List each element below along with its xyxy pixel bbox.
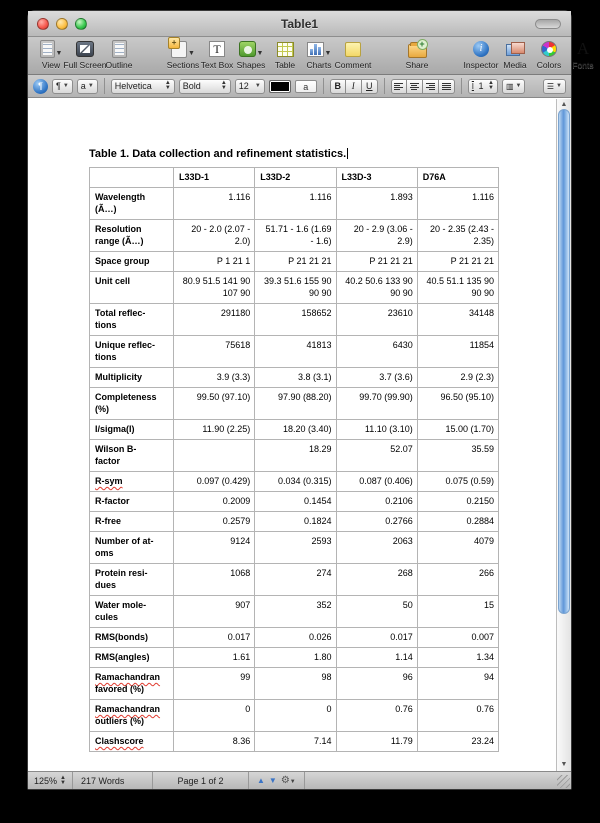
- style-drawer-button[interactable]: ¶: [33, 79, 48, 94]
- row-label[interactable]: [90, 336, 174, 368]
- window-controls: [37, 18, 87, 30]
- document-area: [28, 99, 571, 771]
- resize-handle[interactable]: [557, 775, 570, 788]
- toolbar-item-label: Full Screen: [63, 60, 107, 70]
- table-cell[interactable]: 3.7 (3.6): [336, 368, 417, 388]
- row-label-line: R-factor: [95, 496, 130, 506]
- chevron-down-icon: ▼: [188, 50, 195, 57]
- table-cell[interactable]: 40.2 50.6 133 90 90 90: [336, 272, 417, 304]
- table-row: [90, 512, 499, 532]
- table-cell[interactable]: 0.76: [336, 700, 417, 732]
- chevron-down-icon: ▼: [55, 50, 63, 57]
- row-label[interactable]: [90, 368, 174, 388]
- toolbar-item-media[interactable]: [498, 39, 532, 70]
- comment-icon: [345, 42, 361, 57]
- row-label-line: factor: [95, 456, 121, 466]
- title-bar[interactable]: [28, 11, 571, 37]
- table-cell[interactable]: 34148: [417, 304, 498, 336]
- align-left-icon: [394, 83, 403, 90]
- zoom-button[interactable]: [75, 18, 87, 30]
- table-cell[interactable]: 0.2884: [417, 512, 498, 532]
- stepper-icon: ▲ ▼: [164, 80, 171, 91]
- table-cell[interactable]: 3.8 (3.1): [255, 368, 336, 388]
- row-label[interactable]: [90, 732, 174, 752]
- toolbar-item-label: Outline: [105, 60, 133, 70]
- align-left-button[interactable]: [391, 79, 407, 94]
- stepper-icon: ▲ ▼: [220, 80, 227, 91]
- row-label-line: Wilson B-: [95, 444, 137, 454]
- row-label[interactable]: [90, 512, 174, 532]
- table-cell[interactable]: 1.893: [336, 188, 417, 220]
- row-label-line: Completeness: [95, 392, 157, 402]
- toolbar-item-sections[interactable]: [166, 39, 200, 70]
- toolbar-item-colors[interactable]: [532, 39, 566, 70]
- table-cell[interactable]: 2.9 (2.3): [417, 368, 498, 388]
- toolbar-item-label: Share: [405, 60, 429, 70]
- paragraph-style-label: ¶: [56, 81, 61, 91]
- table-cell[interactable]: 0.2106: [336, 492, 417, 512]
- table-cell[interactable]: 15.00 (1.70): [417, 420, 498, 440]
- next-page-button[interactable]: ▼: [268, 776, 277, 785]
- zoom-value: 125%: [34, 775, 58, 786]
- table-cell[interactable]: 0.1454: [255, 492, 336, 512]
- align-right-icon: [426, 83, 435, 90]
- table-cell[interactable]: 35.59: [417, 440, 498, 472]
- share-icon: [408, 44, 427, 58]
- main-toolbar: [28, 37, 594, 75]
- table-cell[interactable]: 7.14: [255, 732, 336, 752]
- table-cell[interactable]: 50: [336, 596, 417, 628]
- underline-button[interactable]: U: [362, 79, 378, 94]
- table-row: [90, 368, 499, 388]
- table-cell[interactable]: 1.14: [336, 648, 417, 668]
- table-row: [90, 472, 499, 492]
- column-header[interactable]: [90, 168, 174, 188]
- row-label-line: (%): [95, 404, 109, 414]
- chevron-down-icon: ▼: [515, 83, 522, 89]
- table-cell[interactable]: 352: [255, 596, 336, 628]
- list-style-dropdown[interactable]: [543, 79, 566, 94]
- table-cell[interactable]: 0.017: [174, 628, 255, 648]
- page-navigation: [249, 772, 305, 789]
- table-cell[interactable]: 907: [174, 596, 255, 628]
- row-label-line: Water mole-: [95, 600, 147, 610]
- align-center-icon: [410, 83, 419, 90]
- table-cell[interactable]: 0.097 (0.429): [174, 472, 255, 492]
- table-caption-text: Table 1. Data collection and refinement statistics.: [89, 148, 347, 160]
- row-label-line: RMS(angles): [95, 652, 150, 662]
- table-row: [90, 732, 499, 752]
- colors-icon: [541, 41, 557, 57]
- toolbar-item-label: Colors: [536, 60, 562, 70]
- align-justify-button[interactable]: [439, 79, 455, 94]
- chevron-down-icon: ▼: [324, 50, 332, 57]
- character-style-label: a: [80, 81, 86, 91]
- view-icon: [40, 40, 55, 58]
- row-label-line: Total reflec-: [95, 308, 146, 318]
- row-label[interactable]: [90, 188, 174, 220]
- table-cell[interactable]: 11.79: [336, 732, 417, 752]
- inspector-icon: i: [473, 41, 489, 57]
- table-row: [90, 700, 499, 732]
- table-cell[interactable]: 0.034 (0.315): [255, 472, 336, 492]
- columns-icon: ▥: [505, 81, 514, 91]
- toolbar-item-label: Fonts: [572, 60, 594, 70]
- table-cell[interactable]: P 21 21 21: [417, 252, 498, 272]
- table-row: [90, 388, 499, 420]
- table-header-row: [90, 168, 499, 188]
- row-label-line: outliers (%): [95, 716, 145, 726]
- table-cell[interactable]: 274: [255, 564, 336, 596]
- gear-menu-button[interactable]: ⚙▼: [280, 775, 296, 786]
- toolbar-toggle-pill[interactable]: [535, 19, 561, 29]
- stats-table[interactable]: [89, 167, 499, 752]
- alignment-buttons: [391, 79, 455, 94]
- row-label-line: R-free: [95, 516, 122, 526]
- table-cell[interactable]: 0.76: [417, 700, 498, 732]
- row-label-line: Wavelength: [95, 192, 146, 202]
- column-header[interactable]: D76A: [417, 168, 498, 188]
- toolbar-item-inspector[interactable]: [464, 39, 498, 70]
- row-label[interactable]: [90, 220, 174, 252]
- row-label[interactable]: [90, 420, 174, 440]
- row-label[interactable]: [90, 252, 174, 272]
- paragraph-style-dropdown[interactable]: [52, 79, 73, 94]
- chevron-down-icon: ▼: [556, 83, 562, 89]
- table-cell[interactable]: 99.70 (99.90): [336, 388, 417, 420]
- table-cell[interactable]: 11.90 (2.25): [174, 420, 255, 440]
- table-cell[interactable]: 96: [336, 668, 417, 700]
- row-label-line: tions: [95, 320, 117, 330]
- row-label-line: tions: [95, 352, 117, 362]
- status-bar: [28, 771, 571, 789]
- line-spacing-icon: I: [471, 81, 474, 91]
- table-cell[interactable]: 6430: [336, 336, 417, 368]
- row-label-line: Number of at-: [95, 536, 154, 546]
- stepper-icon: ▲ ▼: [488, 80, 494, 91]
- table-cell[interactable]: 0.075 (0.59): [417, 472, 498, 492]
- table-cell[interactable]: 1.80: [255, 648, 336, 668]
- table-cell[interactable]: 18.20 (3.40): [255, 420, 336, 440]
- row-label-line: cules: [95, 612, 119, 622]
- align-right-button[interactable]: [423, 79, 439, 94]
- row-label[interactable]: [90, 440, 174, 472]
- table-row: [90, 648, 499, 668]
- bold-button[interactable]: B: [330, 79, 346, 94]
- table-cell[interactable]: 80.9 51.5 141 90 107 90: [174, 272, 255, 304]
- table-cell[interactable]: 0.2579: [174, 512, 255, 532]
- table-row: [90, 336, 499, 368]
- full-screen-icon: [76, 41, 94, 57]
- toolbar-item-label: Charts: [306, 60, 332, 70]
- table-cell[interactable]: 20 - 2.9 (3.06 - 2.9): [336, 220, 417, 252]
- table-cell[interactable]: 0.026: [255, 628, 336, 648]
- chevron-down-icon: ▼: [87, 83, 94, 89]
- row-label-line: Multiplicity: [95, 372, 142, 382]
- row-label-line: favored (%): [95, 684, 145, 694]
- divider: [461, 78, 462, 94]
- table-cell[interactable]: 40.5 51.1 135 90 90 90: [417, 272, 498, 304]
- font-family-select[interactable]: [111, 79, 175, 94]
- table-cell[interactable]: P 21 21 21: [336, 252, 417, 272]
- font-size-select[interactable]: [235, 79, 265, 94]
- typeface-select[interactable]: [179, 79, 231, 94]
- divider: [384, 78, 385, 94]
- table-row: [90, 628, 499, 648]
- row-label[interactable]: [90, 532, 174, 564]
- table-row: [90, 532, 499, 564]
- table-cell[interactable]: 41813: [255, 336, 336, 368]
- table-cell[interactable]: 20 - 2.35 (2.43 - 2.35): [417, 220, 498, 252]
- table-cell[interactable]: 0.087 (0.406): [336, 472, 417, 492]
- minimize-button[interactable]: [56, 18, 68, 30]
- toolbar-item-label: View: [41, 60, 61, 70]
- table-cell[interactable]: 99: [174, 668, 255, 700]
- table-row: [90, 420, 499, 440]
- outline-icon: [112, 40, 127, 58]
- row-label[interactable]: [90, 304, 174, 336]
- table-cell[interactable]: 2593: [255, 532, 336, 564]
- table-cell[interactable]: 9124: [174, 532, 255, 564]
- divider: [323, 78, 324, 94]
- stepper-icon: ▲ ▼: [60, 774, 66, 786]
- toolbar-item-label: Sections: [166, 60, 200, 70]
- table-cell[interactable]: 0.2766: [336, 512, 417, 532]
- table-row: [90, 492, 499, 512]
- list-icon: ☰: [546, 81, 555, 91]
- table-row: [90, 252, 499, 272]
- table-cell[interactable]: 8.36: [174, 732, 255, 752]
- row-label-line: dues: [95, 580, 117, 590]
- align-justify-icon: [442, 83, 451, 90]
- row-label-line: Ramachandran: [95, 704, 161, 714]
- row-label-line: Unique reflec-: [95, 340, 156, 350]
- column-header[interactable]: L33D-3: [336, 168, 417, 188]
- highlight-color-well[interactable]: a: [295, 80, 317, 93]
- line-spacing-control[interactable]: [468, 79, 498, 94]
- chevron-down-icon: ▼: [62, 83, 69, 89]
- toolbar-item-charts[interactable]: [302, 39, 336, 70]
- table-icon: [277, 42, 294, 57]
- divider: [104, 78, 105, 94]
- page-indicator: Page 1 of 2: [153, 772, 249, 789]
- table-cell[interactable]: 0: [255, 700, 336, 732]
- toolbar-item-comment[interactable]: [336, 39, 370, 70]
- toolbar-item-label: Inspector: [463, 60, 499, 70]
- table-cell[interactable]: 94: [417, 668, 498, 700]
- table-cell[interactable]: 0.1824: [255, 512, 336, 532]
- table-row: [90, 668, 499, 700]
- text-color-well[interactable]: [269, 80, 291, 93]
- scroll-up-arrow-icon[interactable]: ▲: [560, 101, 568, 108]
- table-cell[interactable]: 0.2009: [174, 492, 255, 512]
- scrollbar-thumb[interactable]: [558, 109, 570, 614]
- table-cell[interactable]: 23.24: [417, 732, 498, 752]
- table-cell[interactable]: 1068: [174, 564, 255, 596]
- row-label[interactable]: [90, 388, 174, 420]
- toolbar-item-share[interactable]: [400, 39, 434, 70]
- text-box-icon: T: [209, 41, 225, 57]
- row-label-line: I/sigma(I): [95, 424, 135, 434]
- table-cell[interactable]: 75618: [174, 336, 255, 368]
- table-cell[interactable]: 0.2150: [417, 492, 498, 512]
- chevron-down-icon: ▼: [254, 83, 261, 89]
- table-cell[interactable]: 11.10 (3.10): [336, 420, 417, 440]
- table-row: [90, 272, 499, 304]
- fonts-icon: A: [576, 39, 590, 58]
- table-cell[interactable]: 97.90 (88.20): [255, 388, 336, 420]
- sections-icon: [171, 41, 187, 58]
- table-row: [90, 596, 499, 628]
- document-page[interactable]: [28, 99, 556, 771]
- row-label[interactable]: [90, 628, 174, 648]
- row-label[interactable]: [90, 668, 174, 700]
- row-label-line: Resolution: [95, 224, 142, 234]
- italic-button[interactable]: I: [346, 79, 362, 94]
- pages-window: [27, 10, 594, 790]
- toolbar-item-text-box[interactable]: [200, 39, 234, 70]
- character-style-dropdown[interactable]: [77, 79, 98, 94]
- table-cell[interactable]: 291180: [174, 304, 255, 336]
- font-size-value: 12: [238, 81, 249, 91]
- table-cell[interactable]: P 1 21 1: [174, 252, 255, 272]
- previous-page-button[interactable]: ▲: [256, 776, 265, 785]
- table-cell[interactable]: 98: [255, 668, 336, 700]
- charts-icon: [307, 42, 324, 57]
- table-row: [90, 564, 499, 596]
- toolbar-item-label: Comment: [334, 60, 372, 70]
- row-label[interactable]: [90, 596, 174, 628]
- row-label-line: (Ã…): [95, 204, 117, 214]
- row-label-line: Unit cell: [95, 276, 131, 286]
- row-label[interactable]: [90, 492, 174, 512]
- word-count: 217 Words: [73, 772, 153, 789]
- row-label[interactable]: [90, 564, 174, 596]
- table-cell[interactable]: 2063: [336, 532, 417, 564]
- row-label-line: RMS(bonds): [95, 632, 148, 642]
- table-caption[interactable]: [89, 148, 556, 160]
- format-bar: [28, 75, 571, 98]
- row-label-line: Ramachandran: [95, 672, 161, 682]
- close-button[interactable]: [37, 18, 49, 30]
- row-label[interactable]: [90, 472, 174, 492]
- media-icon: [506, 42, 524, 57]
- row-label-line: Clashscore: [95, 736, 144, 746]
- toolbar-item-label: Media: [503, 60, 527, 70]
- table-row: [90, 188, 499, 220]
- table-cell[interactable]: 0.017: [336, 628, 417, 648]
- toolbar-item-outline[interactable]: [102, 39, 136, 70]
- toolbar-item-shapes[interactable]: [234, 39, 268, 70]
- table-cell[interactable]: 4079: [417, 532, 498, 564]
- table-cell[interactable]: P 21 21 21: [255, 252, 336, 272]
- row-label-line: oms: [95, 548, 114, 558]
- row-label[interactable]: [90, 700, 174, 732]
- table-row: [90, 220, 499, 252]
- table-cell[interactable]: 51.71 - 1.6 (1.69 - 1.6): [255, 220, 336, 252]
- row-label-line: range (Ã…): [95, 236, 144, 246]
- toolbar-item-label: Shapes: [236, 60, 266, 70]
- shapes-icon: [239, 41, 256, 57]
- columns-dropdown[interactable]: [502, 79, 526, 94]
- scroll-down-arrow-icon[interactable]: ▼: [560, 761, 568, 768]
- table-cell[interactable]: 96.50 (95.10): [417, 388, 498, 420]
- table-cell[interactable]: 52.07: [336, 440, 417, 472]
- typeface-value: Bold: [182, 81, 201, 91]
- table-cell[interactable]: [174, 440, 255, 472]
- table-cell[interactable]: 1.116: [417, 188, 498, 220]
- vertical-scrollbar[interactable]: [556, 99, 571, 771]
- column-header[interactable]: L33D-1: [174, 168, 255, 188]
- row-label-line: Protein resi-: [95, 568, 148, 578]
- toolbar-item-fonts[interactable]: [566, 39, 600, 70]
- table-cell[interactable]: 268: [336, 564, 417, 596]
- line-spacing-value: 1: [478, 81, 484, 91]
- align-center-button[interactable]: [407, 79, 423, 94]
- table-cell[interactable]: 158652: [255, 304, 336, 336]
- row-label-line: R-sym: [95, 476, 123, 486]
- table-cell[interactable]: 39.3 51.6 155 90 90 90: [255, 272, 336, 304]
- table-cell[interactable]: 1.116: [174, 188, 255, 220]
- toolbar-item-table[interactable]: [268, 39, 302, 70]
- table-cell[interactable]: 1.61: [174, 648, 255, 668]
- text-cursor: [347, 148, 348, 159]
- row-label-line: Space group: [95, 256, 150, 266]
- column-header[interactable]: L33D-2: [255, 168, 336, 188]
- font-family-value: Helvetica: [114, 81, 152, 91]
- table-cell[interactable]: 0: [174, 700, 255, 732]
- table-cell[interactable]: 266: [417, 564, 498, 596]
- table-row: [90, 440, 499, 472]
- table-cell[interactable]: 20 - 2.0 (2.07 - 2.0): [174, 220, 255, 252]
- table-cell[interactable]: 0.007: [417, 628, 498, 648]
- table-cell[interactable]: 11854: [417, 336, 498, 368]
- table-cell[interactable]: 1.116: [255, 188, 336, 220]
- table-cell[interactable]: 99.50 (97.10): [174, 388, 255, 420]
- table-cell[interactable]: 15: [417, 596, 498, 628]
- table-cell[interactable]: 18.29: [255, 440, 336, 472]
- table-row: [90, 304, 499, 336]
- chevron-down-icon: ▼: [256, 50, 264, 57]
- toolbar-item-label: Table: [274, 60, 296, 70]
- row-label[interactable]: [90, 272, 174, 304]
- style-buttons: [330, 79, 378, 94]
- table-cell[interactable]: 3.9 (3.3): [174, 368, 255, 388]
- row-label[interactable]: [90, 648, 174, 668]
- zoom-control[interactable]: [28, 772, 73, 789]
- toolbar-item-label: Text Box: [200, 60, 234, 70]
- window-title: Table1: [280, 16, 319, 31]
- table-cell[interactable]: 1.34: [417, 648, 498, 668]
- table-cell[interactable]: 23610: [336, 304, 417, 336]
- toolbar-item-full-screen[interactable]: [63, 39, 107, 70]
